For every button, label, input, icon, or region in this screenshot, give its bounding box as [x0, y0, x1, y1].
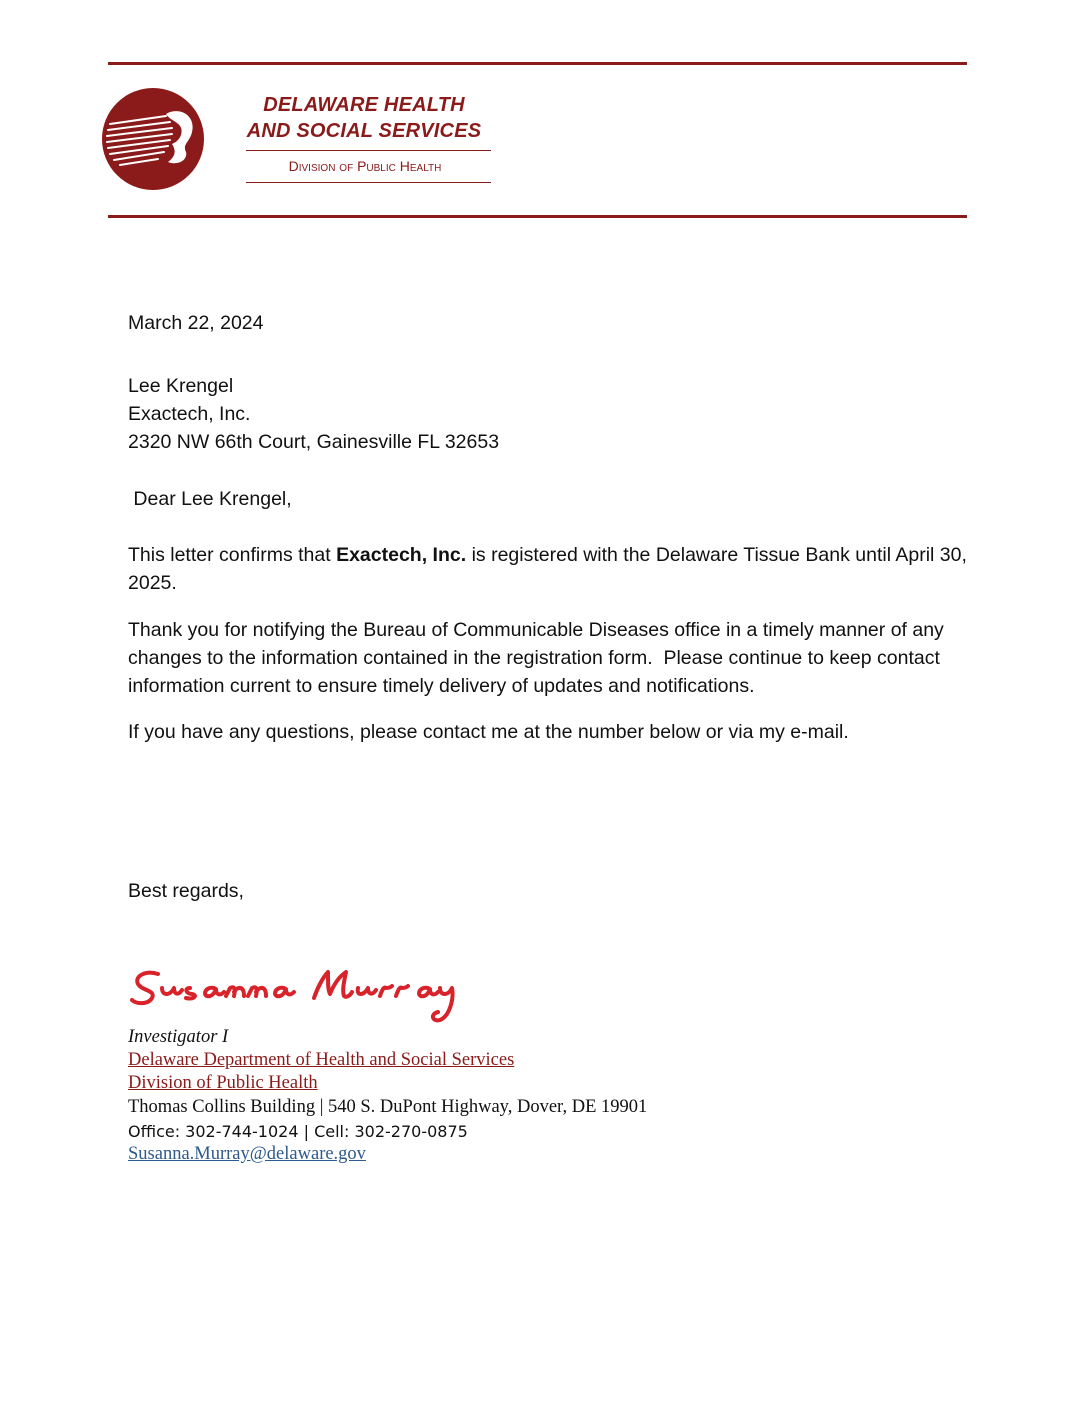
division-link[interactable]: Division of Public Health — [128, 1073, 318, 1093]
paragraph-text-after: is registered with the Delaware Tissue Bank until April 30, 2025. — [128, 544, 973, 594]
salutation: Dear Lee Krengel, — [128, 488, 292, 510]
notification-paragraph: Thank you for notifying the Bureau of Communicable Diseases office in a timely manner of any changes to the information contained in the registration form. Please continue to keep contact information current to ensure timely delivery of updates and notifications. — [128, 619, 950, 697]
company-name-bold: Exactech, Inc. — [336, 544, 467, 566]
letter-date: March 22, 2024 — [128, 312, 264, 334]
agency-name-line2: AND SOCIAL SERVICES — [246, 120, 482, 142]
handwritten-signature — [128, 958, 468, 1030]
agency-name-line1: DELAWARE HEALTH — [263, 94, 465, 116]
recipient-address: 2320 NW 66th Court, Gainesville FL 32653 — [128, 431, 500, 453]
recipient-name: Lee Krengel — [128, 375, 234, 397]
department-link[interactable]: Delaware Department of Health and Social Services — [128, 1050, 515, 1070]
signer-address: Thomas Collins Building | 540 S. DuPont Highway, Dover, DE 19901 — [128, 1097, 648, 1117]
confirmation-paragraph — [128, 541, 973, 597]
contact-paragraph: If you have any questions, please contact me at the number below or via my e-mail. — [128, 721, 849, 743]
signer-title: Investigator I — [128, 1027, 229, 1047]
division-top-rule — [246, 150, 491, 151]
division-bottom-rule — [246, 182, 491, 183]
header-top-rule — [108, 62, 967, 65]
signer-phone: Office: 302-744-1024 | Cell: 302-270-0875 — [128, 1122, 468, 1141]
division-name: Division of Public Health — [288, 158, 442, 174]
closing: Best regards, — [128, 880, 244, 902]
paragraph-text-before: This letter confirms that — [128, 544, 337, 566]
dhss-logo-icon — [100, 86, 206, 192]
header-bottom-rule — [108, 215, 967, 218]
email-link[interactable]: Susanna.Murray@delaware.gov — [128, 1144, 366, 1164]
recipient-company: Exactech, Inc. — [128, 403, 251, 425]
